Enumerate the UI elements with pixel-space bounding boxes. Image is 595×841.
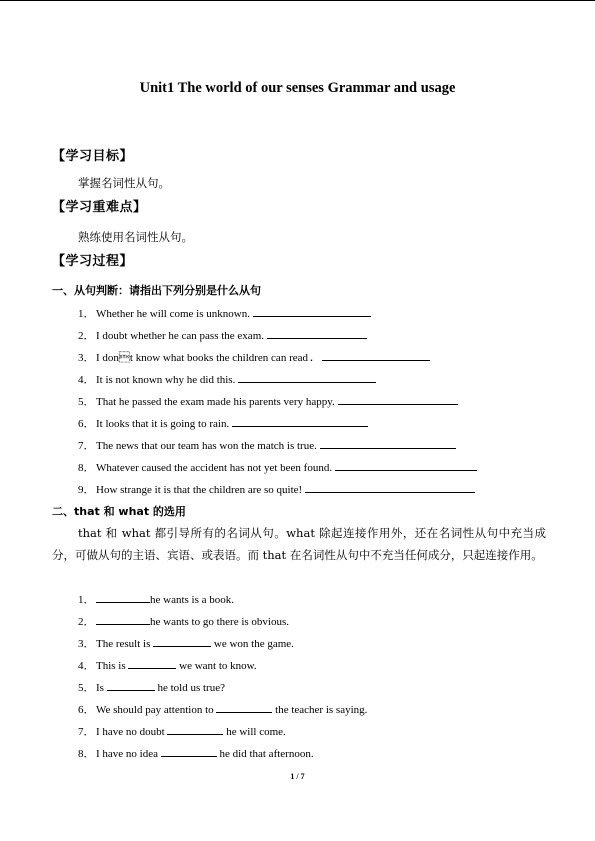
question-number: 3． <box>78 638 95 650</box>
learning-goal-text: 掌握名词性从句。 <box>78 176 170 190</box>
fill-question-7 <box>78 723 286 739</box>
clause-question-8 <box>78 459 477 475</box>
question-text-after: the teacher is saying. <box>272 704 368 716</box>
question-text-after: he wants is a book. <box>150 594 235 606</box>
question-text-after: we won the game. <box>211 638 294 650</box>
question-number: 7． <box>78 726 95 738</box>
question-text: Whatever caused the accident has not yet been found. <box>96 462 335 474</box>
clause-question-5 <box>78 393 458 409</box>
question-number: 1． <box>78 308 95 320</box>
answer-blank[interactable] <box>322 350 430 361</box>
answer-blank[interactable] <box>267 328 367 339</box>
question-number: 8． <box>78 462 95 474</box>
question-number: 1． <box>78 594 95 606</box>
top-border-line <box>0 0 595 1</box>
answer-blank[interactable] <box>335 460 477 471</box>
question-text-after: he wants to go there is obvious. <box>150 616 290 628</box>
answer-blank[interactable] <box>153 636 211 647</box>
answer-blank[interactable] <box>232 416 368 427</box>
fill-question-5 <box>78 679 225 695</box>
question-text: It looks that it is going to rain. <box>96 418 232 430</box>
question-text-before: We should pay attention to <box>96 704 217 716</box>
fill-question-3 <box>78 635 294 651</box>
question-number: 4． <box>78 660 95 672</box>
question-text-after: he did that afternoon. <box>216 748 314 760</box>
clause-question-3 <box>78 349 430 365</box>
question-number: 2． <box>78 330 95 342</box>
question-text: Whether he will come is unknown. <box>96 308 253 320</box>
part2-heading: 二、that 和 what 的选用 <box>52 505 186 518</box>
fill-question-6 <box>78 701 367 717</box>
question-text-before: Is <box>96 682 107 694</box>
question-number: 2． <box>78 616 95 628</box>
clause-question-9 <box>78 481 475 497</box>
question-number: 5． <box>78 396 95 408</box>
question-number: 8． <box>78 748 95 760</box>
page-title: Unit1 The world of our senses Grammar and usage <box>139 80 456 96</box>
answer-blank[interactable] <box>238 372 376 383</box>
question-text-after: we want to know. <box>176 660 257 672</box>
clause-question-1 <box>78 305 371 321</box>
fill-question-4 <box>78 657 257 673</box>
question-number: 5． <box>78 682 95 694</box>
question-text-before: This is <box>96 660 129 672</box>
answer-blank[interactable] <box>305 482 475 493</box>
answer-blank[interactable] <box>320 438 456 449</box>
clause-question-2 <box>78 327 367 343</box>
question-text: It is not known why he did this. <box>96 374 239 386</box>
clause-question-4 <box>78 371 376 387</box>
question-text-after: he told us true? <box>154 682 225 694</box>
key-points-heading: 【学习重难点】 <box>52 200 147 215</box>
question-text-after: he will come. <box>223 726 286 738</box>
question-number: 9． <box>78 484 95 496</box>
question-text: The news that our team has won the match is true. <box>96 440 320 452</box>
question-text-before: I have no idea <box>96 748 161 760</box>
question-number: 6． <box>78 418 95 430</box>
part1-heading: 一、从句判断：请指出下列分别是什么从句 <box>52 284 261 297</box>
answer-blank[interactable] <box>96 592 150 603</box>
question-text: How strange it is that the children are so quite! <box>96 484 305 496</box>
learning-goal-heading: 【学习目标】 <box>52 149 134 164</box>
page-number: 1 / 7 <box>290 772 305 781</box>
fill-question-2 <box>78 613 289 629</box>
answer-blank[interactable] <box>107 680 155 691</box>
answer-blank[interactable] <box>167 724 223 735</box>
question-number: 6． <box>78 704 95 716</box>
fill-question-8 <box>78 745 314 761</box>
question-number: 7． <box>78 440 95 452</box>
answer-blank[interactable] <box>128 658 176 669</box>
question-text-before: I have no doubt <box>96 726 168 738</box>
fill-question-1 <box>78 591 234 607</box>
question-text-before: The result is <box>96 638 154 650</box>
answer-blank[interactable] <box>96 614 150 625</box>
question-text: I doubt whether he can pass the exam. <box>96 330 267 342</box>
clause-question-6 <box>78 415 368 431</box>
answer-blank[interactable] <box>338 394 458 405</box>
key-points-text: 熟练使用名词性从句。 <box>78 230 193 244</box>
answer-blank[interactable] <box>216 702 272 713</box>
question-text: I dont know what books the children can read． <box>96 352 322 364</box>
question-text: That he passed the exam made his parents very happy. <box>96 396 338 408</box>
answer-blank[interactable] <box>161 746 217 757</box>
clause-question-7 <box>78 437 456 453</box>
answer-blank[interactable] <box>253 306 371 317</box>
learning-process-heading: 【学习过程】 <box>52 254 134 269</box>
question-number: 3． <box>78 352 95 364</box>
question-number: 4． <box>78 374 95 386</box>
part2-explanation: that 和 what 都引导所有的名词从句。what 除起连接作用外，还在名词性从句中充当成分，可做从句的主语、宾语、或表语。而 that 在名词性从句中不充当任何成分，只起连接作用。 <box>52 526 546 562</box>
